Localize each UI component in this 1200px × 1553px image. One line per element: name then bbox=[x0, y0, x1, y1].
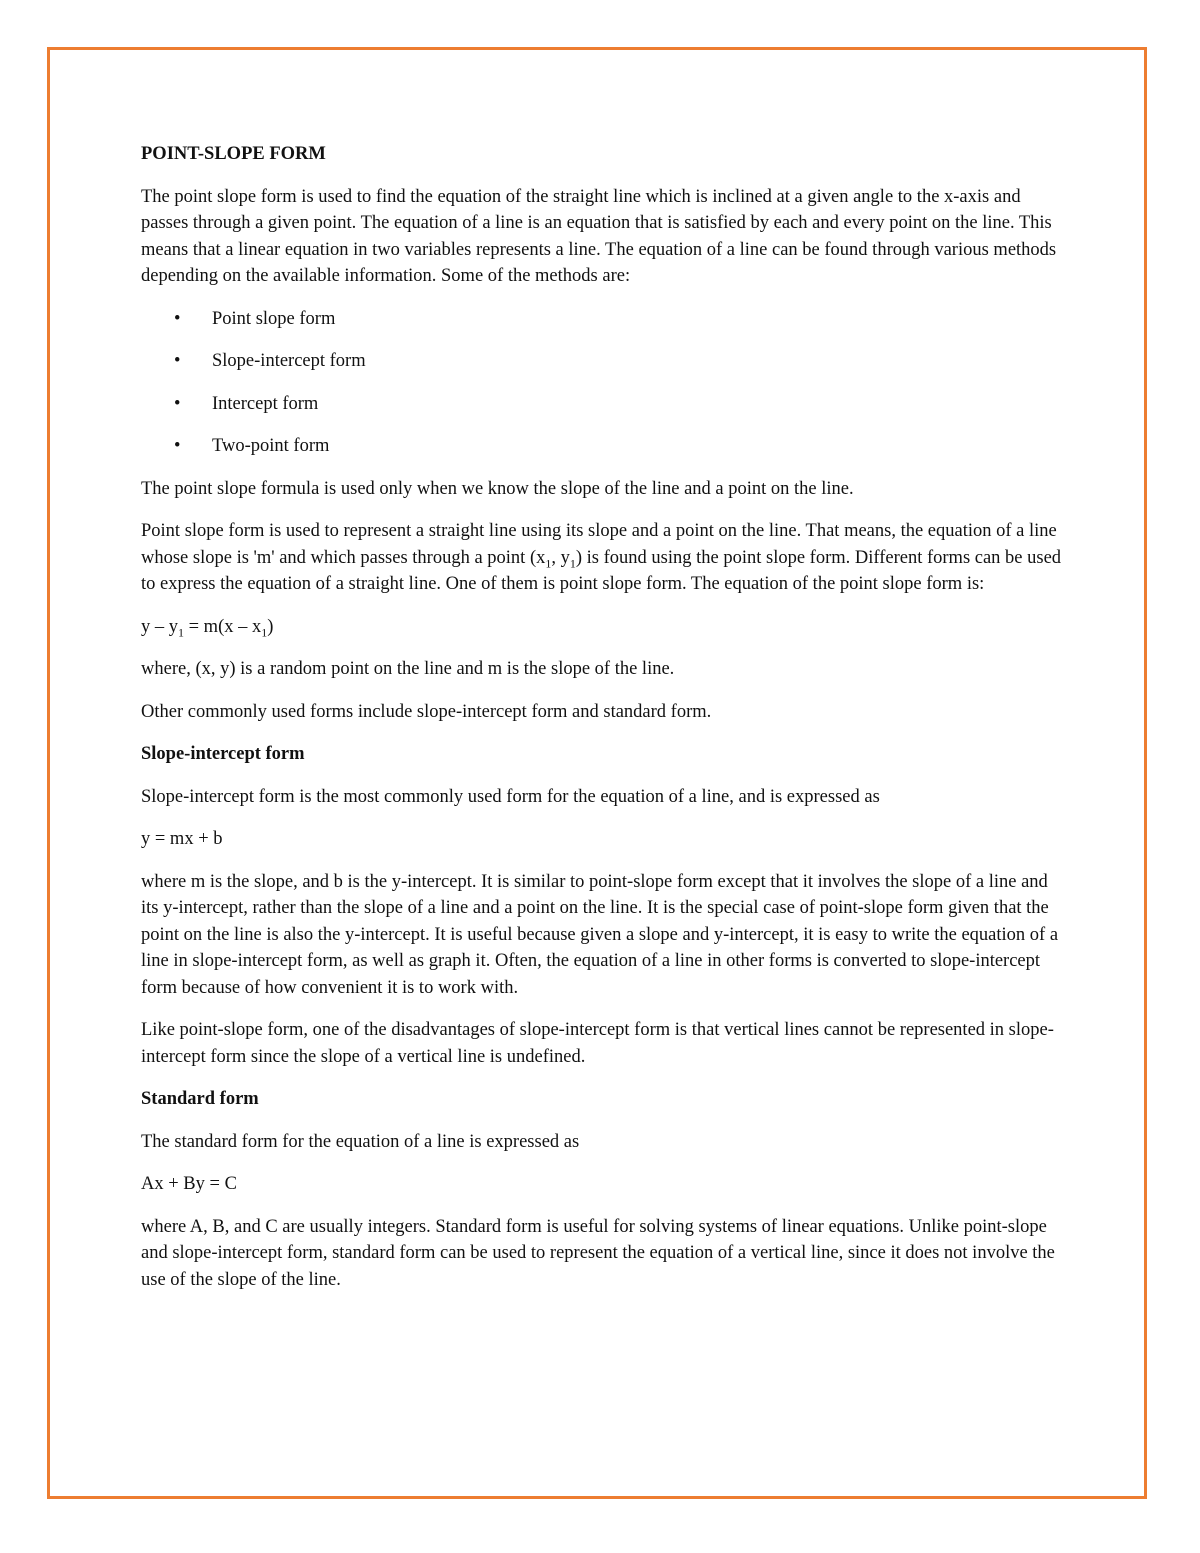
slope-intercept-explanation: where m is the slope, and b is the y-intercept. It is similar to point-slope form except that it involves the slope of a line and its y-intercept, rather than the slope of a line and a point on the line. It is the special case of point-slope form given that the point on the line is also the y-intercept. It is useful because given a slope and y-intercept, it is easy to write the equation of a line in slope-intercept form, as well as graph it. Often, the equation of a line in other forms is converted to slope-intercept form because of how convenient it is to work with. bbox=[141, 871, 1059, 998]
slope-intercept-equation: y = mx + b bbox=[141, 829, 223, 849]
definition-paragraph bbox=[141, 518, 1066, 598]
list-item bbox=[141, 433, 1066, 460]
standard-form-heading: Standard form bbox=[141, 1089, 259, 1109]
bullet-icon: • bbox=[174, 393, 181, 414]
definition-text-2: , y bbox=[551, 547, 570, 568]
intro-paragraph: The point slope form is used to find the equation of the straight line which is inclined at a given angle to the x-axis and passes through a given point. The equation of a line is an equation that is satisfied by each and every point on the line. This means that a linear equation in two variables represents a line. The equation of a line can be found through various methods depending on the available information. Some of the methods are: bbox=[141, 186, 1057, 286]
bullet-icon: • bbox=[174, 351, 181, 371]
equation-text-3: ) bbox=[267, 616, 274, 637]
where-paragraph: where, (x, y) is a random point on the line and m is the slope of the line. bbox=[141, 659, 675, 679]
slope-intercept-heading: Slope-intercept form bbox=[141, 744, 305, 764]
point-slope-equation bbox=[141, 614, 1066, 641]
document-title: POINT-SLOPE FORM bbox=[141, 144, 326, 164]
list-item bbox=[141, 391, 1066, 418]
list-item-label: Point slope form bbox=[212, 308, 336, 329]
list-item-label: Slope-intercept form bbox=[212, 351, 366, 371]
list-item bbox=[141, 348, 1066, 375]
list-item bbox=[141, 306, 1066, 333]
definition-text-3: ) is found using the point slope form. Different forms can be used to express the equation of a straight line. One of them is point slope form. The equation of the point slope form is: bbox=[141, 547, 1062, 594]
methods-list bbox=[141, 306, 1066, 460]
other-forms-paragraph: Other commonly used forms include slope-intercept form and standard form. bbox=[141, 701, 712, 722]
list-item-label: Intercept form bbox=[212, 393, 319, 414]
standard-form-explanation: where A, B, and C are usually integers. Standard form is useful for solving systems of linear equations. Unlike point-slope and slope-intercept form, standard form can be used to represent the equation of a vertical line, since it does not involve the use of the slope of the line. bbox=[141, 1216, 1055, 1290]
equation-text-2: = m(x – x bbox=[184, 616, 262, 637]
subscript: 1 bbox=[261, 625, 268, 640]
standard-form-intro: The standard form for the equation of a line is expressed as bbox=[141, 1131, 580, 1152]
equation-text-1: y – y bbox=[141, 616, 178, 637]
bullet-icon: • bbox=[174, 436, 181, 456]
subscript: 1 bbox=[545, 556, 552, 571]
list-item-label: Two-point form bbox=[212, 436, 330, 456]
subscript: 1 bbox=[178, 625, 184, 640]
slope-intercept-disadvantage: Like point-slope form, one of the disadvantages of slope-intercept form is that vertical lines cannot be represented in slope-intercept form since the slope of a vertical line is undefined. bbox=[141, 1020, 1054, 1067]
bullet-icon: • bbox=[174, 308, 181, 329]
slope-intercept-intro: Slope-intercept form is the most commonly used form for the equation of a line, and is expressed as bbox=[141, 786, 880, 807]
definition-text-1: Point slope form is used to represent a straight line using its slope and a point on the line. That means, the equation of a line whose slope is 'm' and which passes through a point (x bbox=[141, 521, 1057, 568]
when-to-use-paragraph: The point slope formula is used only when we know the slope of the line and a point on the line. bbox=[141, 478, 854, 499]
standard-form-equation: Ax + By = C bbox=[141, 1174, 237, 1194]
subscript: 1 bbox=[569, 556, 576, 571]
document-body bbox=[141, 141, 1066, 1309]
